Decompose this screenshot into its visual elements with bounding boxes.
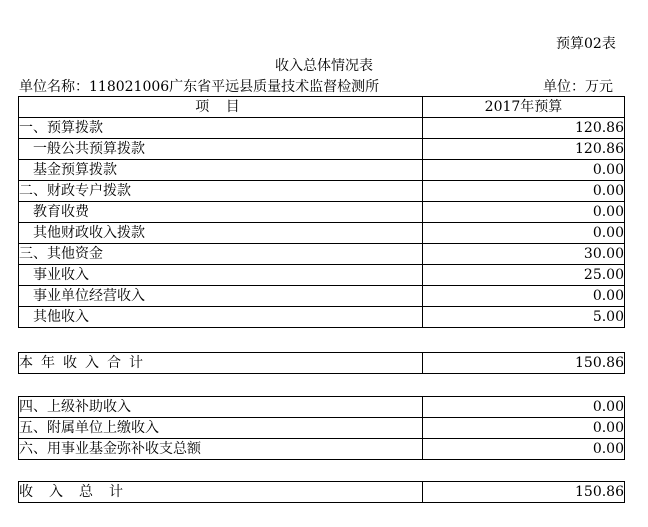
table-row bbox=[19, 418, 625, 439]
row-value: 0.00 bbox=[423, 397, 625, 418]
table-row bbox=[19, 397, 625, 418]
row-value: 30.00 bbox=[423, 244, 625, 265]
table-row bbox=[19, 439, 625, 460]
row-value: 0.00 bbox=[423, 160, 625, 181]
column-header-budget: 2017年预算 bbox=[423, 97, 625, 118]
row-name: 其他收入 bbox=[19, 307, 423, 328]
row-name: 六、用事业基金弥补收支总额 bbox=[19, 439, 423, 460]
table-row bbox=[19, 160, 625, 181]
row-value: 0.00 bbox=[423, 286, 625, 307]
row-name: 基金预算拨款 bbox=[19, 160, 423, 181]
row-name: 事业收入 bbox=[19, 265, 423, 286]
row-value: 120.86 bbox=[423, 139, 625, 160]
year-total-table bbox=[18, 352, 625, 374]
row-value: 5.00 bbox=[423, 307, 625, 328]
year-total-label: 本年收入合计 bbox=[19, 353, 423, 374]
currency-unit: 单位：万元 bbox=[543, 79, 613, 95]
table-row bbox=[19, 286, 625, 307]
year-total-value: 150.86 bbox=[423, 353, 625, 374]
table-row bbox=[19, 181, 625, 202]
grand-total-label: 收入总计 bbox=[19, 482, 423, 503]
table-row bbox=[19, 139, 625, 160]
row-name: 一、预算拨款 bbox=[19, 118, 423, 139]
row-name: 三、其他资金 bbox=[19, 244, 423, 265]
other-income-table bbox=[18, 396, 625, 460]
row-value: 25.00 bbox=[423, 265, 625, 286]
row-name: 事业单位经营收入 bbox=[19, 286, 423, 307]
table-header-row bbox=[19, 97, 625, 118]
row-value: 0.00 bbox=[423, 223, 625, 244]
row-value: 0.00 bbox=[423, 202, 625, 223]
column-header-item: 项 目 bbox=[19, 97, 423, 118]
table-row bbox=[19, 265, 625, 286]
table-row bbox=[19, 223, 625, 244]
row-value: 0.00 bbox=[423, 418, 625, 439]
row-value: 120.86 bbox=[423, 118, 625, 139]
grand-total-value: 150.86 bbox=[423, 482, 625, 503]
row-name: 二、财政专户拨款 bbox=[19, 181, 423, 202]
table-row bbox=[19, 307, 625, 328]
row-name: 四、上级补助收入 bbox=[19, 397, 423, 418]
income-table bbox=[18, 96, 625, 328]
row-value: 0.00 bbox=[423, 181, 625, 202]
row-name: 一般公共预算拨款 bbox=[19, 139, 423, 160]
unit-name: 单位名称：118021006广东省平远县质量技术监督检测所 bbox=[19, 79, 380, 95]
grand-total-table bbox=[18, 481, 625, 503]
table-row bbox=[19, 202, 625, 223]
form-number: 预算02表 bbox=[556, 36, 616, 52]
table-row bbox=[19, 118, 625, 139]
row-name: 五、附属单位上缴收入 bbox=[19, 418, 423, 439]
row-value: 0.00 bbox=[423, 439, 625, 460]
year-total-row bbox=[19, 353, 625, 374]
row-name: 教育收费 bbox=[19, 202, 423, 223]
row-name: 其他财政收入拨款 bbox=[19, 223, 423, 244]
table-row bbox=[19, 244, 625, 265]
page-title: 收入总体情况表 bbox=[275, 58, 373, 74]
grand-total-row bbox=[19, 482, 625, 503]
